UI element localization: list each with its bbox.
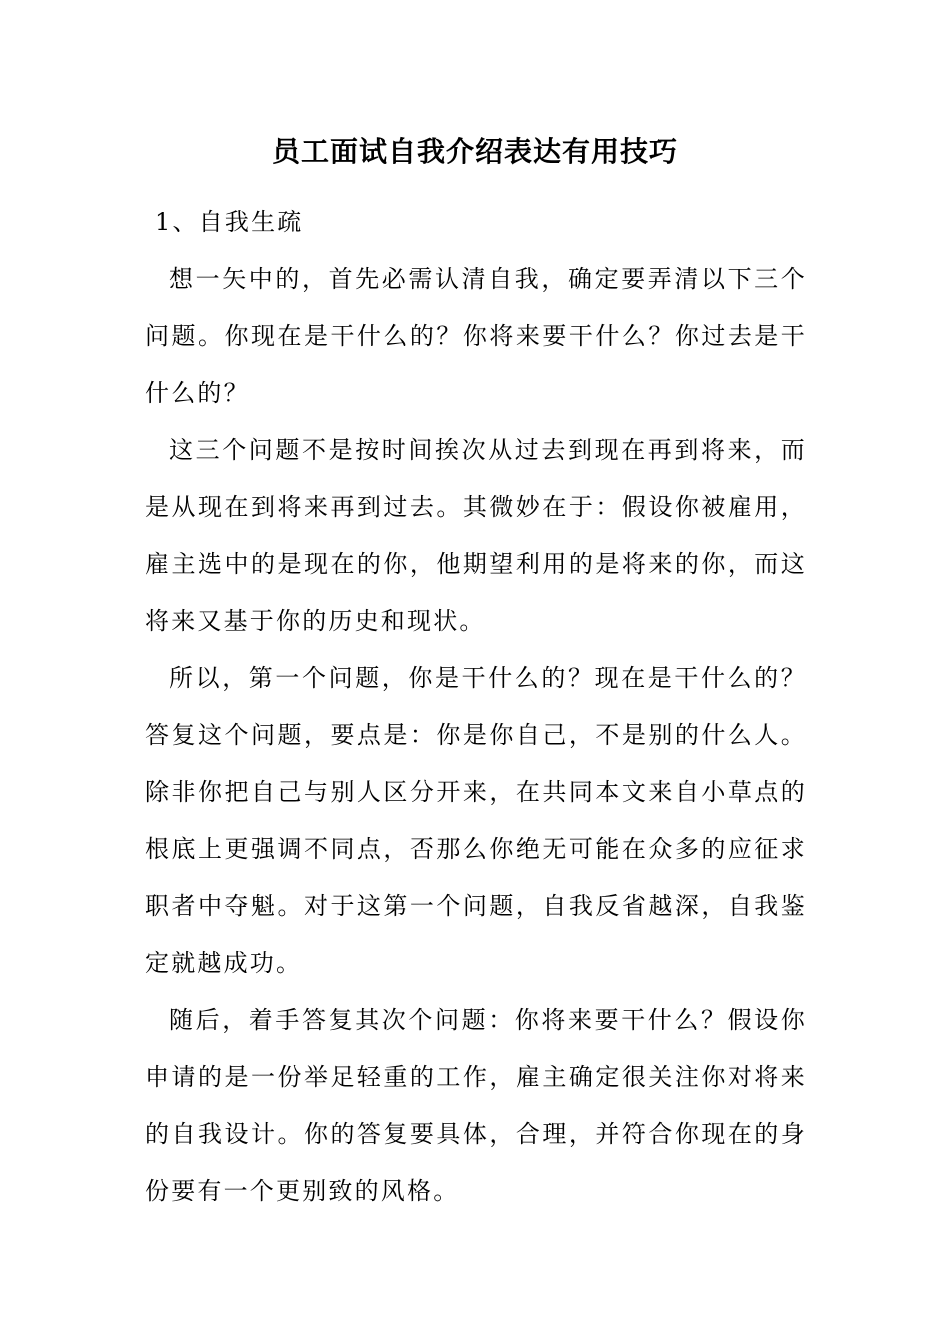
document-title: 员工面试自我介绍表达有用技巧 <box>271 135 678 168</box>
paragraph: 想一矢中的，首先必需认清自我，确定要弄清以下三个问题。你现在是干什么的？你将来要干什么？你过去是干什么的？ <box>145 265 807 407</box>
paragraph: 随后，着手答复其次个问题：你将来要干什么？假设你申请的是一份举足轻重的工作，雇主确定很关注你对将来的自我设计。你的答复要具体，合理，并符合你现在的身份要有一个更别致的风格。 <box>145 1006 807 1205</box>
paragraph: 这三个问题不是按时间挨次从过去到现在再到将来，而是从现在到将来再到过去。其微妙在于：假设你被雇用，雇主选中的是现在的你，他期望利用的是将来的你，而这将来又基于你的历史和现状。 <box>145 436 807 635</box>
paragraph: 所以，第一个问题，你是干什么的？现在是干什么的？答复这个问题，要点是：你是你自己，不是别的什么人。除非你把自己与别人区分开来，在共同本文来自小草点的根底上更强调不同点，否那么你绝无可能在众多的应征求职者中夺魁。对于这第一个问题，自我反省越深，自我鉴定就越成功。 <box>145 664 807 977</box>
document-body <box>145 194 807 1220</box>
section-heading: 1、自我生疏 <box>155 208 304 236</box>
